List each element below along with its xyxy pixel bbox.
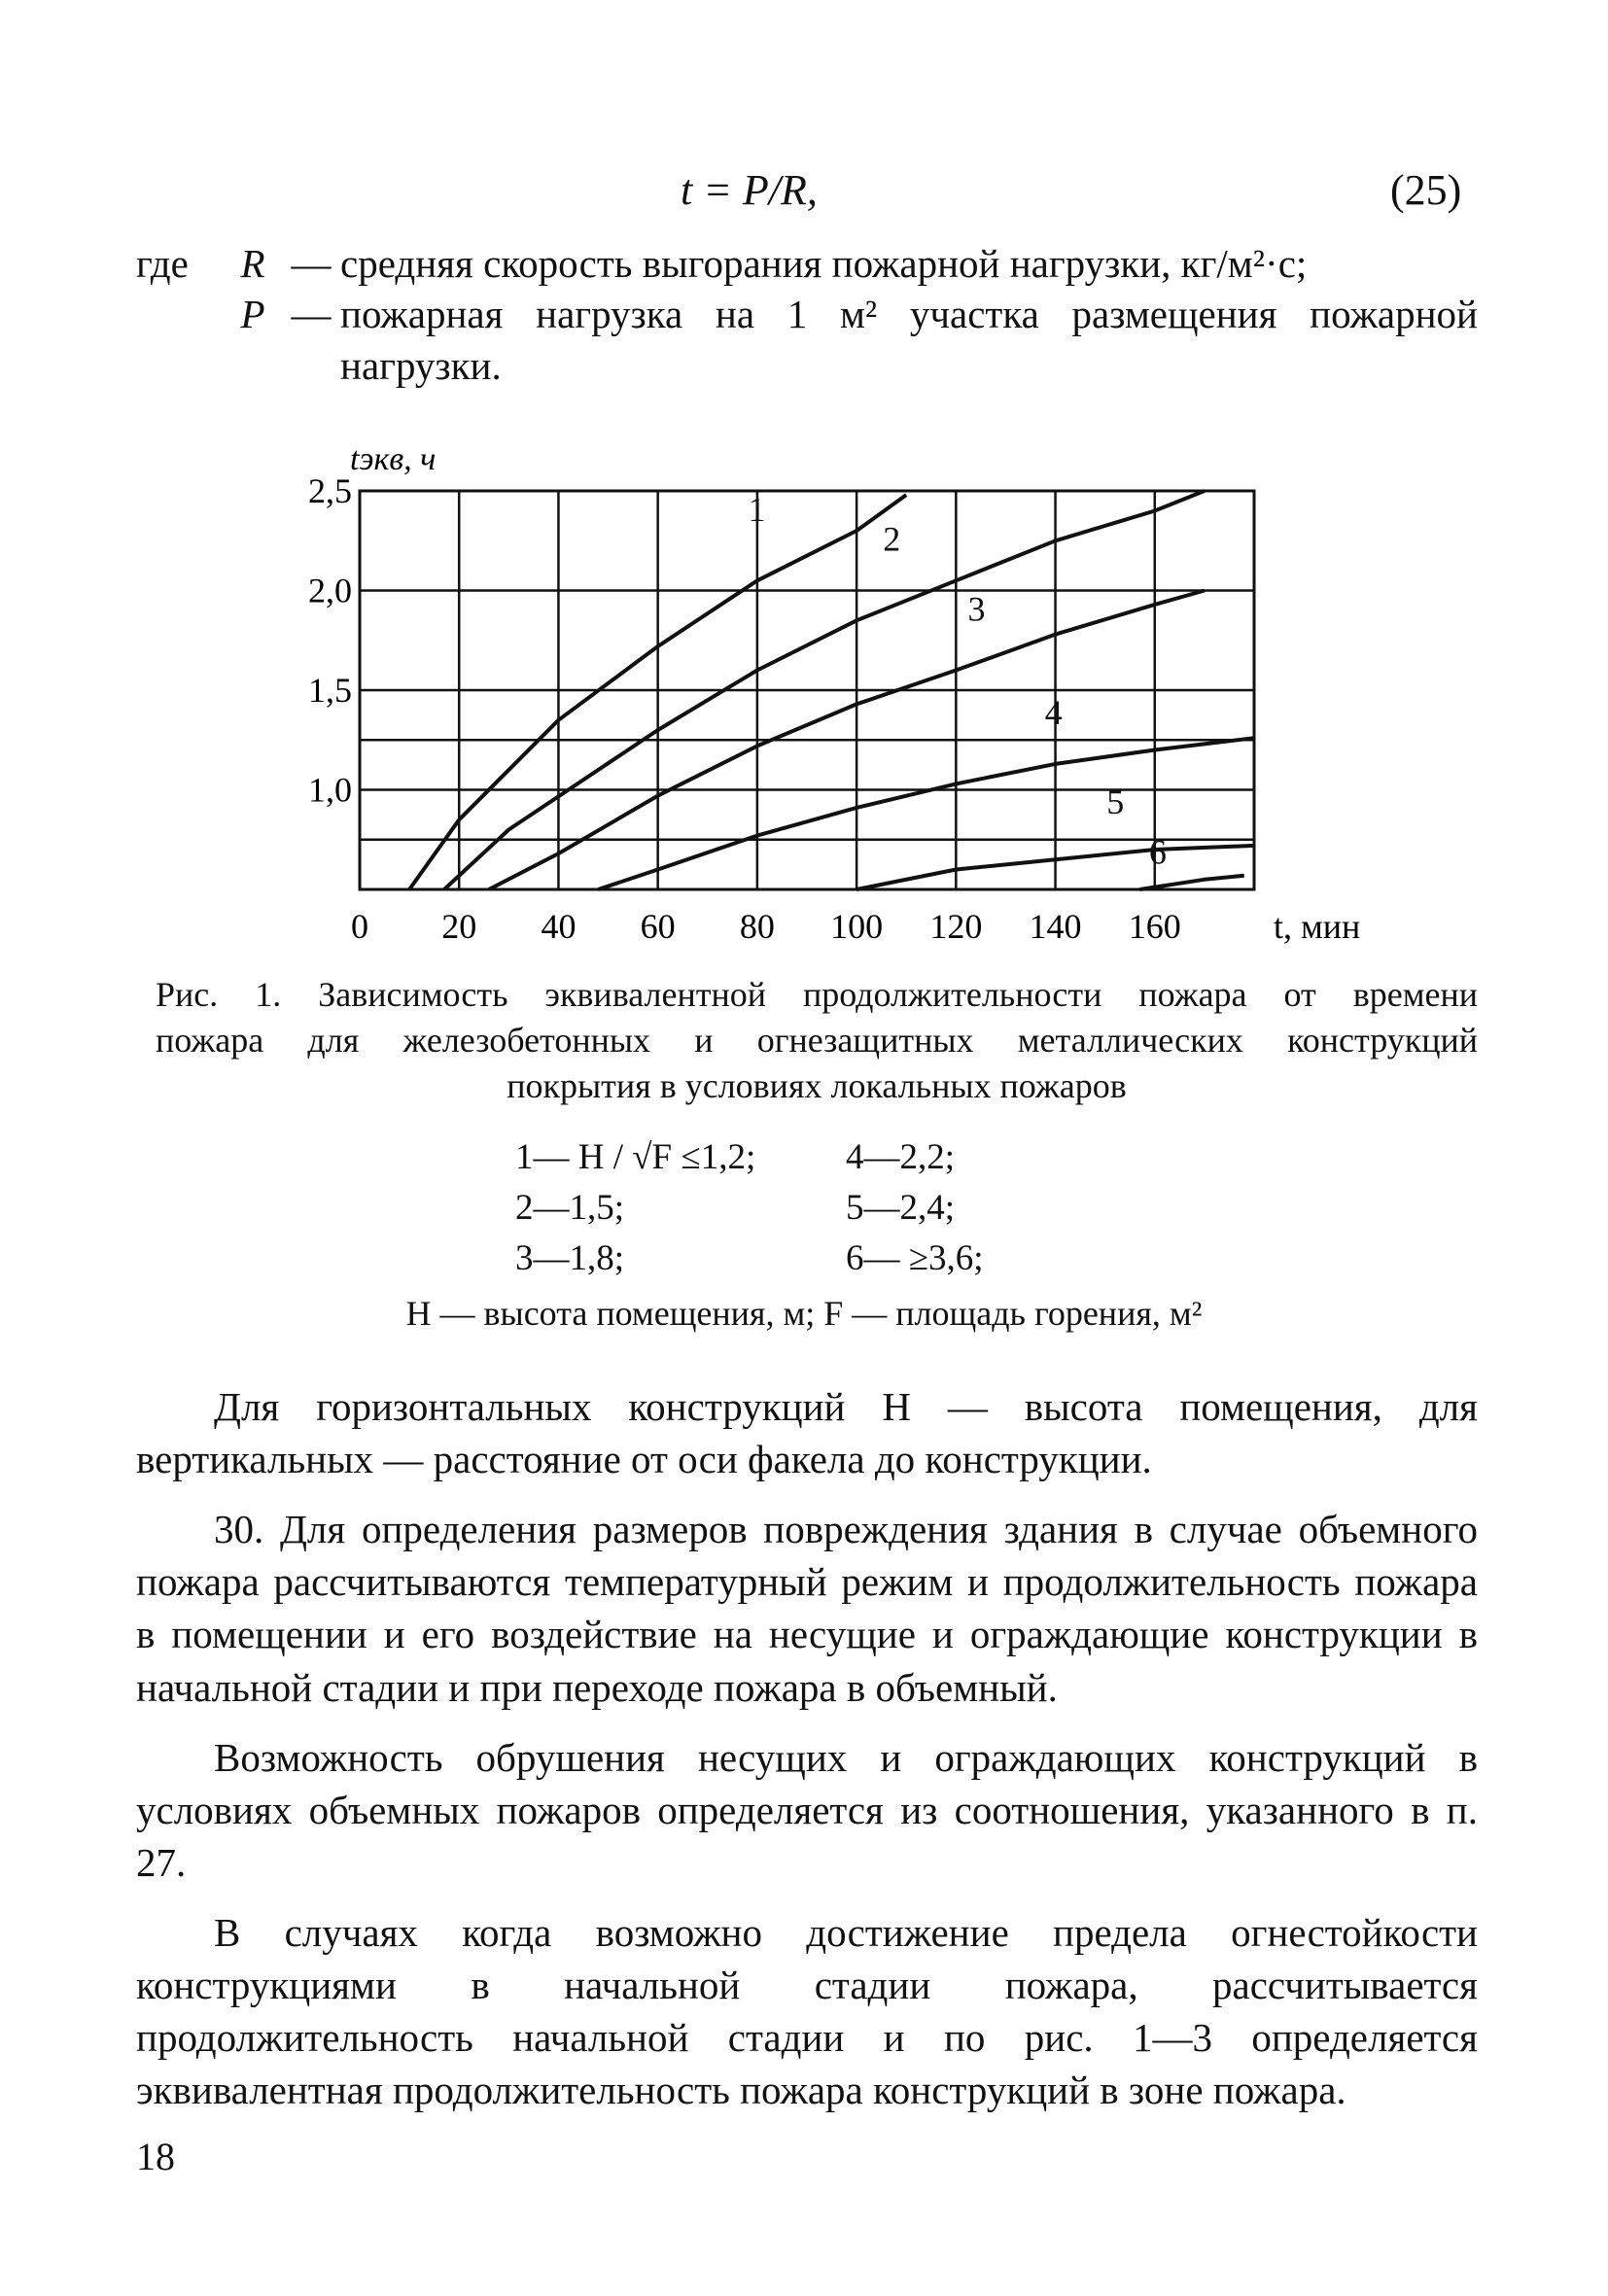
series-label-3: 3 <box>967 589 986 629</box>
where-dash: — <box>291 241 332 286</box>
paragraph: 30. Для определения размеров повреждения здания в случае объемного пожара рассчитываются температурный режим и продолжительность пожара в помещении и его воздействие на несущие и ограждающие конструкции в начальной стадии и при переходе пожара в объемный. <box>136 1507 1478 1710</box>
where-symbol: R <box>240 241 265 286</box>
where-description: средняя скорость выгорания пожарной нагрузки, кг/м²·с; <box>340 241 1308 286</box>
page-number: 18 <box>136 2135 175 2178</box>
legend-entry: 3—1,8; <box>515 1237 625 1278</box>
caption-line: Рис. 1. Зависимость эквивалентной продолжительности пожара от времени <box>156 975 1478 1014</box>
x-tick-label: 80 <box>739 907 775 946</box>
series-label-4: 4 <box>1044 692 1063 732</box>
formula-expression: t = P/R, <box>681 166 818 214</box>
y-axis-label: tэкв, ч <box>350 441 437 477</box>
x-tick-label: 0 <box>351 907 368 946</box>
legend-entry: 4—2,2; <box>846 1137 956 1177</box>
figure-legend <box>515 1132 1176 1283</box>
x-axis-label: t, мин <box>1274 907 1361 946</box>
x-tick-label: 60 <box>640 907 676 946</box>
caption-line: пожара для железобетонных и огнезащитных металлических конструкций <box>156 1020 1478 1060</box>
legend-row <box>515 1183 1176 1234</box>
series-label-5: 5 <box>1106 783 1125 822</box>
body-paragraphs <box>136 1380 1478 2134</box>
series-label-6: 6 <box>1148 832 1167 872</box>
paragraph: В случаях когда возможно достижение предела огнестойкости конструкциями в начальной стадии пожара, рассчитывается продолжительность начальной стадии и по рис. 1—3 определяется эквивалентная продолжительность пожара конструкций в зоне пожара. <box>136 1909 1478 2113</box>
figure-caption <box>156 972 1478 1108</box>
where-block <box>136 238 1478 391</box>
where-dash: — <box>291 292 332 337</box>
x-tick-label: 40 <box>541 907 577 946</box>
x-tick-label: 120 <box>929 907 983 946</box>
x-tick-label: 100 <box>830 907 884 946</box>
x-tick-label: 20 <box>441 907 477 946</box>
series-label-1: 1 <box>748 489 766 529</box>
x-tick-label: 160 <box>1128 907 1181 946</box>
y-tick-label: 2,5 <box>308 471 352 510</box>
caption-line: покрытия в условиях локальных пожаров <box>507 1065 1127 1105</box>
where-description: пожарная нагрузка на 1 м² участка размещения пожарной нагрузки. <box>340 292 1478 388</box>
x-tick-label: 140 <box>1029 907 1082 946</box>
series-label-2: 2 <box>883 519 901 559</box>
paragraph: Для горизонтальных конструкций H — высота помещения, для вертикальных — расстояние от оси факела до конструкции. <box>136 1384 1478 1482</box>
figure-note: H — высота помещения, м; F — площадь горения, м² <box>405 1294 1203 1333</box>
legend-entry: 5—2,4; <box>846 1187 956 1228</box>
legend-entry: 1— H / √F ≤1,2; <box>515 1137 756 1177</box>
formula-number: (25) <box>1390 166 1462 214</box>
where-row-r <box>136 238 1478 289</box>
where-symbol: P <box>240 292 265 337</box>
y-tick-label: 1,0 <box>308 770 352 810</box>
legend-row <box>515 1234 1176 1284</box>
where-lead: где <box>136 241 189 286</box>
where-row-p <box>136 289 1478 391</box>
legend-entry: 2—1,5; <box>515 1187 625 1228</box>
y-tick-label: 1,5 <box>308 671 352 710</box>
legend-entry: 6— ≥3,6; <box>846 1237 984 1278</box>
figure-chart <box>262 433 1381 962</box>
paragraph: Возможность обрушения несущих и ограждающих конструкций в условиях объемных пожаров определяется из соотношения, указанного в п. 27. <box>136 1734 1478 1885</box>
chart-svg <box>262 433 1381 957</box>
legend-row <box>515 1132 1176 1183</box>
y-tick-label: 2,0 <box>308 571 352 610</box>
